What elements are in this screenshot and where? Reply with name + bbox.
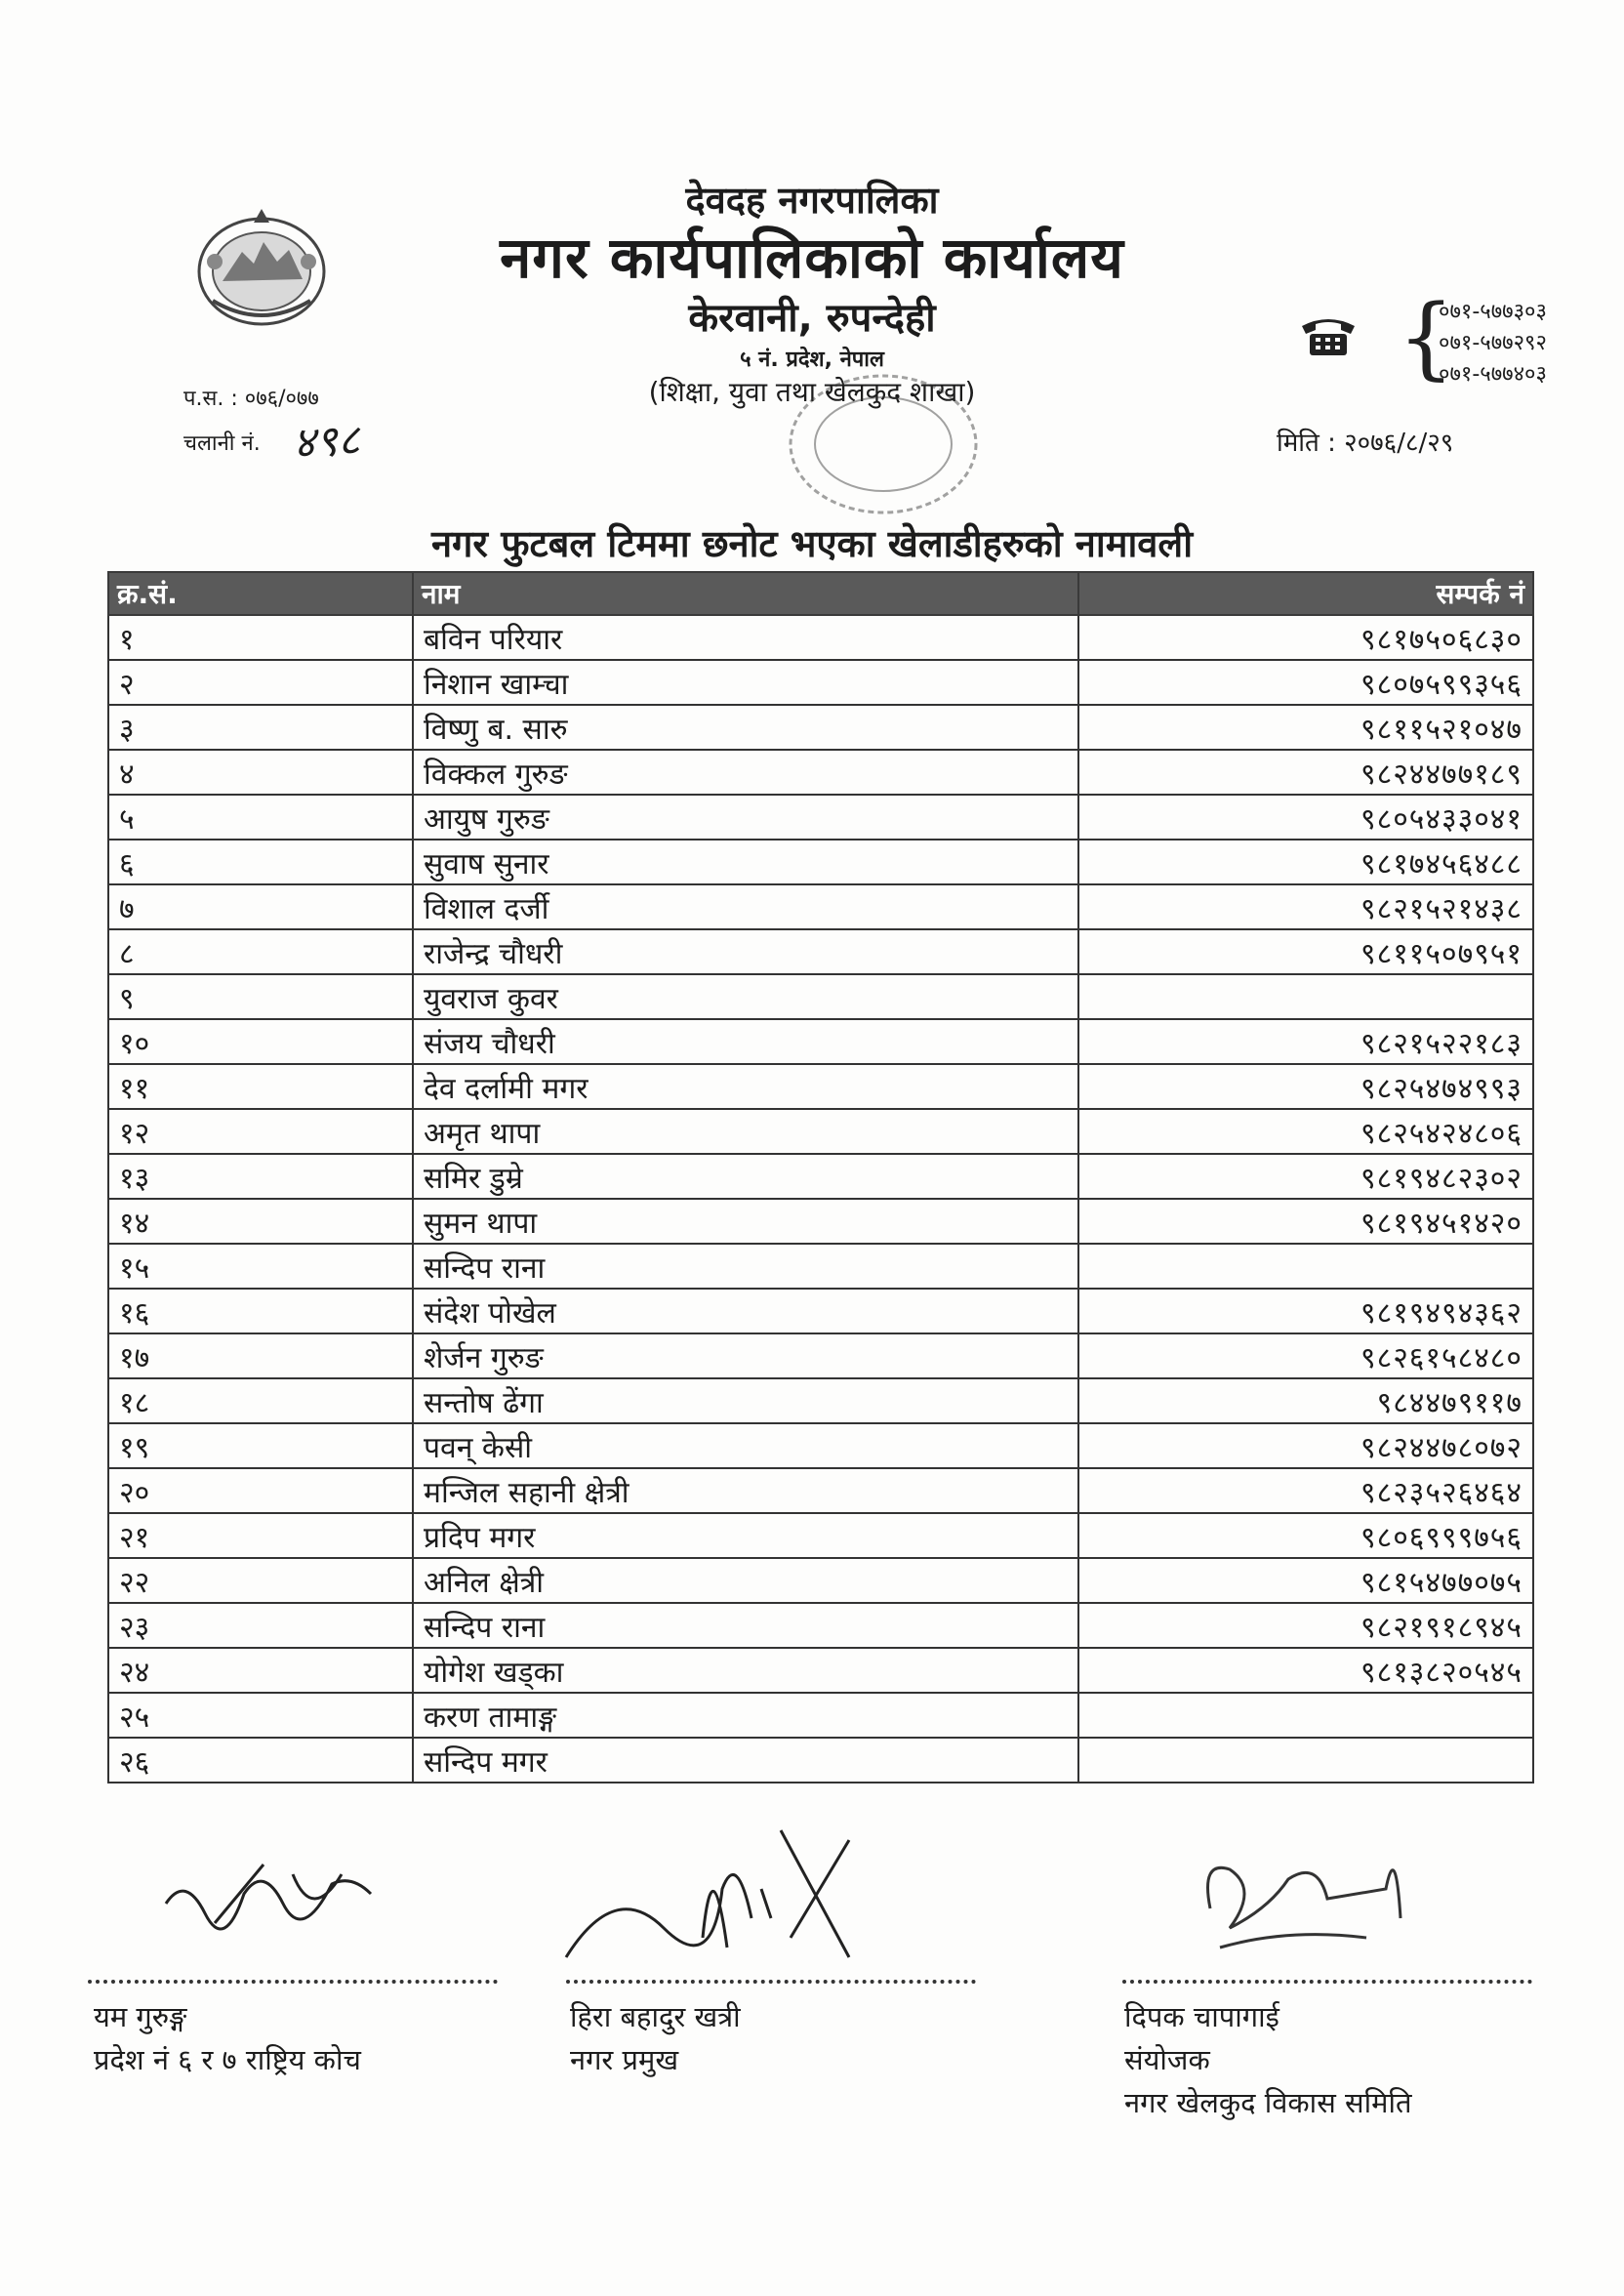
signature-hira-khatri — [556, 1811, 878, 1977]
cell-phone: ९८२३५२६४६४ — [1078, 1468, 1533, 1513]
office-location: केरवानी, रुपन्देही — [688, 296, 936, 341]
cell-phone: ९८१३८२०५४५ — [1078, 1648, 1533, 1693]
table-row — [108, 1333, 1533, 1378]
signatory-name: यम गुरुङ्ग — [94, 2000, 187, 2033]
telephone-icon — [1298, 314, 1359, 357]
table-header-row — [108, 572, 1533, 615]
cell-phone — [1078, 974, 1533, 1019]
signature-line — [88, 1980, 498, 1984]
cell-sn: १२ — [108, 1109, 413, 1154]
cell-phone — [1078, 1738, 1533, 1783]
cell-sn: ७ — [108, 884, 413, 929]
signatory-role: प्रदेश नं ६ र ७ राष्ट्रिय कोच — [94, 2043, 361, 2076]
table-row — [108, 1558, 1533, 1603]
municipality-name: देवदह नगरपालिका — [685, 179, 939, 222]
cell-name: समिर डुम्रे — [413, 1154, 1078, 1199]
table-row — [108, 1154, 1533, 1199]
cell-phone: ९८११५२१०४७ — [1078, 705, 1533, 750]
cell-name: शेर्जन गुरुङ — [413, 1333, 1078, 1378]
cell-name: सन्दिप राना — [413, 1244, 1078, 1289]
cell-phone: ९८२४४७८०७२ — [1078, 1423, 1533, 1468]
cell-phone: ९८२१५२२१८३ — [1078, 1019, 1533, 1064]
table-body — [108, 615, 1533, 1783]
cell-name: देव दर्लामी मगर — [413, 1064, 1078, 1109]
cell-sn: ३ — [108, 705, 413, 750]
cell-name: अमृत थापा — [413, 1109, 1078, 1154]
cell-name: पवन् केसी — [413, 1423, 1078, 1468]
column-header-phone: सम्पर्क नं — [1078, 572, 1533, 615]
cell-sn: १७ — [108, 1333, 413, 1378]
table-row — [108, 929, 1533, 974]
cell-phone: ९८०५४३३०४१ — [1078, 795, 1533, 840]
table-row — [108, 1109, 1533, 1154]
cell-phone — [1078, 1693, 1533, 1738]
table-row — [108, 795, 1533, 840]
cell-name: निशान खाम्चा — [413, 660, 1078, 705]
cell-name: सुवाष सुनार — [413, 840, 1078, 884]
cell-name: बविन परियार — [413, 615, 1078, 660]
ps-number: प.स. : ०७६/०७७ — [183, 387, 319, 411]
cell-name: संजय चौधरी — [413, 1019, 1078, 1064]
table-row — [108, 705, 1533, 750]
table-row — [108, 1468, 1533, 1513]
cell-name: सुमन थापा — [413, 1199, 1078, 1244]
signature-line — [566, 1980, 976, 1984]
cell-name: मन्जिल सहानी क्षेत्री — [413, 1468, 1078, 1513]
cell-name: विशाल दर्जी — [413, 884, 1078, 929]
signature-line — [1122, 1980, 1532, 1984]
phone-number: ०७१-५७७३०३ — [1439, 300, 1547, 324]
chalani-number: ४९८ — [291, 415, 362, 469]
cell-sn: १८ — [108, 1378, 413, 1423]
cell-phone: ९८१५४७७०७५ — [1078, 1558, 1533, 1603]
cell-sn: १ — [108, 615, 413, 660]
cell-sn: १६ — [108, 1289, 413, 1333]
cell-sn: २४ — [108, 1648, 413, 1693]
table-row — [108, 1064, 1533, 1109]
signature-yam-gurung — [146, 1835, 400, 1952]
cell-sn: २० — [108, 1468, 413, 1513]
column-header-sn: क्र.सं. — [108, 572, 413, 615]
cell-phone: ९८२१९१८९४५ — [1078, 1603, 1533, 1648]
signatory-role: संयोजक — [1124, 2043, 1210, 2076]
players-table — [107, 571, 1534, 1784]
cell-phone: ९८१७५०६८३० — [1078, 615, 1533, 660]
cell-phone: ९८२१५२१४३८ — [1078, 884, 1533, 929]
cell-name: अनिल क्षेत्री — [413, 1558, 1078, 1603]
cell-phone: ९८२६१५८४८० — [1078, 1333, 1533, 1378]
cell-phone: ९८१९४५१४२० — [1078, 1199, 1533, 1244]
cell-phone: ९८१७४५६४८८ — [1078, 840, 1533, 884]
signatory-name: दिपक चापागाई — [1124, 2000, 1279, 2033]
signatory-name: हिरा बहादुर खत्री — [570, 2000, 741, 2033]
branch-line: (शिक्षा, युवा तथा खेलकुद शाखा) — [648, 376, 976, 408]
table-row — [108, 1648, 1533, 1693]
cell-name: सन्तोष ढेंगा — [413, 1378, 1078, 1423]
cell-name: राजेन्द्र चौधरी — [413, 929, 1078, 974]
cell-sn: ९ — [108, 974, 413, 1019]
cell-name: सन्दिप राना — [413, 1603, 1078, 1648]
column-header-name: नाम — [413, 572, 1078, 615]
phone-number: ०७१-५७७४०३ — [1439, 362, 1547, 387]
table-row — [108, 1378, 1533, 1423]
cell-name: युवराज कुवर — [413, 974, 1078, 1019]
cell-name: प्रदिप मगर — [413, 1513, 1078, 1558]
cell-sn: ११ — [108, 1064, 413, 1109]
cell-phone: ९८४४७९११७ — [1078, 1378, 1533, 1423]
cell-phone: ९८२५४२४८०६ — [1078, 1109, 1533, 1154]
table-row — [108, 750, 1533, 795]
table-row — [108, 1513, 1533, 1558]
cell-phone: ९८१९४९४३६२ — [1078, 1289, 1533, 1333]
table-row — [108, 1738, 1533, 1783]
cell-phone: ९८२५४७४९९३ — [1078, 1064, 1533, 1109]
cell-sn: २३ — [108, 1603, 413, 1648]
list-title: नगर फुटबल टिममा छनोट भएका खेलाडीहरुको नामावली — [430, 522, 1194, 565]
cell-name: करण तामाङ्ग — [413, 1693, 1078, 1738]
phone-number: ०७१-५७७२९२ — [1439, 331, 1547, 355]
table-row — [108, 1693, 1533, 1738]
cell-phone: ९८०६९९९७५६ — [1078, 1513, 1533, 1558]
table-row — [108, 660, 1533, 705]
cell-sn: १० — [108, 1019, 413, 1064]
table-row — [108, 840, 1533, 884]
cell-phone: ९८२४४७७१८९ — [1078, 750, 1533, 795]
cell-name: संदेश पोखेल — [413, 1289, 1078, 1333]
office-stamp-icon — [771, 361, 995, 527]
cell-sn: २६ — [108, 1738, 413, 1783]
cell-sn: १३ — [108, 1154, 413, 1199]
document-date: मिति : २०७६/८/२९ — [1277, 429, 1454, 458]
cell-sn: १४ — [108, 1199, 413, 1244]
cell-sn: १९ — [108, 1423, 413, 1468]
cell-phone — [1078, 1244, 1533, 1289]
table-row — [108, 1603, 1533, 1648]
cell-name: आयुष गुरुङ — [413, 795, 1078, 840]
cell-phone: ९८११५०७९५१ — [1078, 929, 1533, 974]
cell-sn: ८ — [108, 929, 413, 974]
cell-sn: २१ — [108, 1513, 413, 1558]
cell-sn: ५ — [108, 795, 413, 840]
table-row — [108, 1423, 1533, 1468]
cell-sn: ४ — [108, 750, 413, 795]
cell-phone: ९८१९४८२३०२ — [1078, 1154, 1533, 1199]
cell-name: सन्दिप मगर — [413, 1738, 1078, 1783]
cell-sn: २ — [108, 660, 413, 705]
phone-brace: { — [1398, 285, 1455, 390]
signatory-role: नगर प्रमुख — [570, 2043, 679, 2076]
cell-name: विष्णु ब. सारु — [413, 705, 1078, 750]
cell-name: योगेश खड्का — [413, 1648, 1078, 1693]
signatory-committee: नगर खेलकुद विकास समिति — [1124, 2086, 1412, 2119]
cell-sn: ६ — [108, 840, 413, 884]
cell-sn: २२ — [108, 1558, 413, 1603]
table-row — [108, 1199, 1533, 1244]
table-row — [108, 884, 1533, 929]
table-row — [108, 1019, 1533, 1064]
cell-name: विक्कल गुरुङ — [413, 750, 1078, 795]
office-name: नगर कार्यपालिकाको कार्यालय — [500, 225, 1124, 291]
cell-sn: १५ — [108, 1244, 413, 1289]
table-row — [108, 1244, 1533, 1289]
cell-sn: २५ — [108, 1693, 413, 1738]
signature-dipak-chapagai — [1191, 1821, 1415, 1967]
table-row — [108, 974, 1533, 1019]
chalani-label: चलानी नं. — [183, 431, 261, 456]
phone-list — [1439, 297, 1547, 390]
province-line: ५ नं. प्रदेश, नेपाल — [740, 348, 884, 372]
table-row — [108, 1289, 1533, 1333]
cell-phone: ९८०७५९९३५६ — [1078, 660, 1533, 705]
table-row — [108, 615, 1533, 660]
